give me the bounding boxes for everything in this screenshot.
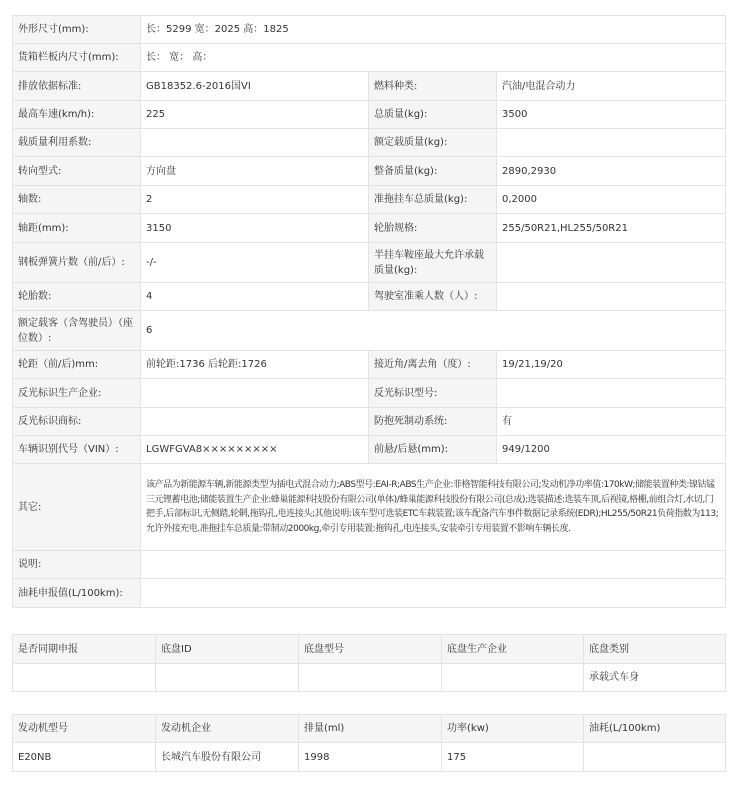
spec-row-dimensions	[13, 16, 726, 44]
spec-row-tires	[13, 283, 726, 311]
axles-label: 轴数:	[13, 186, 141, 214]
cargo-dims-label: 货箱栏板内尺寸(mm):	[13, 44, 141, 72]
spec-row-speed	[13, 101, 726, 129]
dimensions-value: 长：5299 宽：2025 高：1825	[141, 16, 726, 44]
chassis-cell-category: 承载式车身	[584, 664, 726, 692]
approach-label: 接近角/离去角（度）:	[369, 351, 497, 379]
spec-row-emission	[13, 72, 726, 101]
max-speed-value: 225	[141, 101, 369, 129]
emission-value: GB18352.6-2016国VI	[141, 72, 369, 101]
cab-occupants-value	[497, 283, 726, 311]
spec-row-vin	[13, 436, 726, 464]
fuel-value: 汽油/电混合动力	[497, 72, 726, 101]
remark-value	[141, 551, 726, 579]
curb-mass-value: 2890,2930	[497, 157, 726, 186]
wheelbase-value: 3150	[141, 214, 369, 243]
spec-row-reflector-brand	[13, 408, 726, 436]
reflector-model-label: 反光标识型号:	[369, 379, 497, 408]
leaf-spring-label: 钢板弹簧片数（前/后）:	[13, 243, 141, 283]
track-label: 轮距（前/后)mm:	[13, 351, 141, 379]
load-util-value	[141, 129, 369, 157]
chassis-data-row	[13, 664, 726, 692]
engine-header-displacement: 排量(ml)	[299, 715, 442, 743]
spec-row-axles	[13, 186, 726, 214]
load-util-label: 载质量利用系数:	[13, 129, 141, 157]
engine-header-power: 功率(kw)	[442, 715, 584, 743]
other-label: 其它:	[13, 464, 141, 551]
wheelbase-label: 轴距(mm):	[13, 214, 141, 243]
chassis-header-simultaneous: 是否同期申报	[13, 635, 156, 664]
seats-value: 6	[141, 311, 726, 351]
reflector-brand-value	[141, 408, 369, 436]
emission-label: 排放依据标准:	[13, 72, 141, 101]
reflector-maker-value	[141, 379, 369, 408]
steering-label: 转向型式:	[13, 157, 141, 186]
reflector-brand-label: 反光标识商标:	[13, 408, 141, 436]
overhang-label: 前悬/后悬(mm):	[369, 436, 497, 464]
cargo-dims-value: 长： 宽： 高：	[141, 44, 726, 72]
engine-table	[12, 714, 726, 772]
chassis-cell-id	[156, 664, 299, 692]
engine-header-row	[13, 715, 726, 743]
spec-row-fuel-consumption	[13, 579, 726, 608]
engine-header-model: 发动机型号	[13, 715, 156, 743]
chassis-cell-simultaneous	[13, 664, 156, 692]
engine-cell-displacement: 1998	[299, 743, 442, 772]
total-mass-label: 总质量(kg):	[369, 101, 497, 129]
chassis-table	[12, 634, 726, 692]
spec-row-track	[13, 351, 726, 379]
chassis-cell-model	[299, 664, 442, 692]
spec-row-seats	[13, 311, 726, 351]
engine-cell-model: E20NB	[13, 743, 156, 772]
total-mass-value: 3500	[497, 101, 726, 129]
vehicle-spec-table	[12, 15, 726, 608]
abs-value: 有	[497, 408, 726, 436]
trailer-mass-label: 准拖挂车总质量(kg):	[369, 186, 497, 214]
approach-value: 19/21,19/20	[497, 351, 726, 379]
chassis-header-id: 底盘ID	[156, 635, 299, 664]
engine-header-fuel-consumption: 油耗(L/100km)	[584, 715, 726, 743]
chassis-header-model: 底盘型号	[299, 635, 442, 664]
rated-load-label: 额定载质量(kg):	[369, 129, 497, 157]
semi-trailer-value	[497, 243, 726, 283]
vin-value: LGWFGVA8×××××××××	[141, 436, 369, 464]
engine-cell-maker: 长城汽车股份有限公司	[156, 743, 299, 772]
dimensions-label: 外形尺寸(mm):	[13, 16, 141, 44]
spec-row-wheelbase	[13, 214, 726, 243]
chassis-header-category: 底盘类别	[584, 635, 726, 664]
other-value: 该产品为新能源车辆,新能源类型为插电式混合动力;ABS型号:EAI-R;ABS生产企业:菲格智能科技有限公司;发动机净功率值:170kW;储能装置种类:镍钴锰三元锂蓄电池;储能装置生产企业:蜂巢能源科技股份有限公司(单体)/蜂巢能源科技股份有限公司(总成);选装描述:选装车顶,后视镜,格栅,前组合灯,水切,门把手,后部标识,无侧踏,轮辋,拖钩孔,电连接头;其他说明:该车型可选装ETC车载装置;该车配备汽车事件数据记录系统(EDR);HL255/50R21负荷指数为113;允许外接充电.准拖挂车总质量:带制动2000kg,牵引专用装置:拖钩孔,电连接头,安装牵引专用装置不影响车辆长度.	[141, 464, 726, 551]
seats-label: 额定载客（含驾驶员）（座位数）:	[13, 311, 141, 351]
steering-value: 方向盘	[141, 157, 369, 186]
engine-cell-fuel-consumption	[584, 743, 726, 772]
reflector-model-value	[497, 379, 726, 408]
trailer-mass-value: 0,2000	[497, 186, 726, 214]
chassis-header-row	[13, 635, 726, 664]
fuel-label: 燃料种类:	[369, 72, 497, 101]
spec-row-cargo-dims	[13, 44, 726, 72]
max-speed-label: 最高车速(km/h):	[13, 101, 141, 129]
engine-header-maker: 发动机企业	[156, 715, 299, 743]
overhang-value: 949/1200	[497, 436, 726, 464]
curb-mass-label: 整备质量(kg):	[369, 157, 497, 186]
axles-value: 2	[141, 186, 369, 214]
vin-label: 车辆识别代号（VIN）:	[13, 436, 141, 464]
spec-row-load	[13, 129, 726, 157]
track-value: 前轮距:1736 后轮距:1726	[141, 351, 369, 379]
fuel-consumption-label: 油耗申报值(L/100km):	[13, 579, 141, 608]
engine-data-row	[13, 743, 726, 772]
tires-label: 轮胎数:	[13, 283, 141, 311]
chassis-cell-maker	[442, 664, 584, 692]
spec-row-other	[13, 464, 726, 551]
rated-load-value	[497, 129, 726, 157]
fuel-consumption-value	[141, 579, 726, 608]
reflector-maker-label: 反光标识生产企业:	[13, 379, 141, 408]
tires-value: 4	[141, 283, 369, 311]
spec-row-steering	[13, 157, 726, 186]
leaf-spring-value: -/-	[141, 243, 369, 283]
engine-cell-power: 175	[442, 743, 584, 772]
spec-row-reflector-maker	[13, 379, 726, 408]
tire-spec-value: 255/50R21,HL255/50R21	[497, 214, 726, 243]
spec-row-leaf-spring	[13, 243, 726, 283]
chassis-header-maker: 底盘生产企业	[442, 635, 584, 664]
cab-occupants-label: 驾驶室准乘人数（人）:	[369, 283, 497, 311]
abs-label: 防抱死制动系统:	[369, 408, 497, 436]
remark-label: 说明:	[13, 551, 141, 579]
spec-row-remark	[13, 551, 726, 579]
semi-trailer-label: 半挂车鞍座最大允许承载质量(kg):	[369, 243, 497, 283]
tire-spec-label: 轮胎规格:	[369, 214, 497, 243]
